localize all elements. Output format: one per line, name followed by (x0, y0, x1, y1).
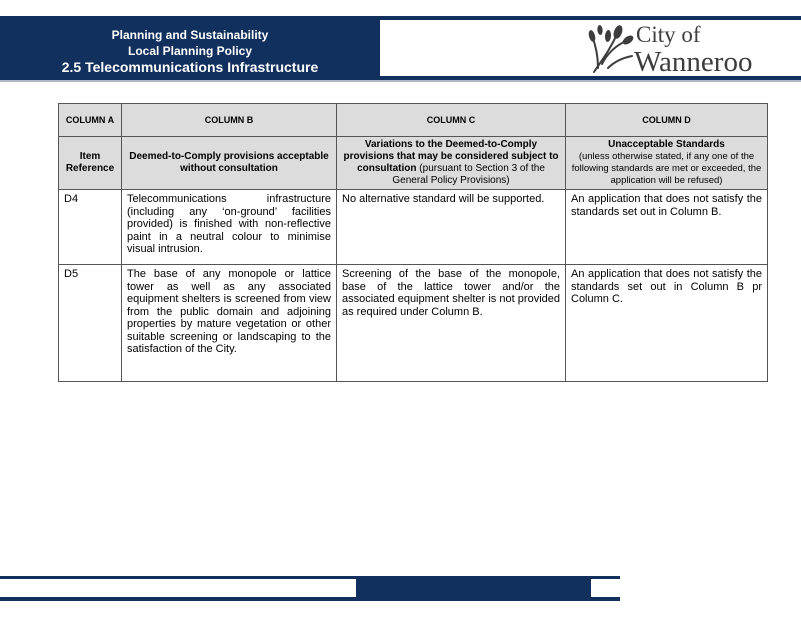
deemed-to-comply-heading: Deemed-to-Comply provisions acceptable without consultation (122, 137, 337, 190)
item-reference-cell: D4 (59, 190, 122, 265)
kangaroo-paw-icon (588, 24, 634, 76)
column-c-cell: No alternative standard will be supported. (337, 190, 566, 265)
footer-block (356, 579, 591, 597)
header-policy-title: 2.5 Telecommunications Infrastructure (61, 59, 319, 75)
column-a-header: COLUMN A (59, 104, 122, 137)
column-c-header: COLUMN C (337, 104, 566, 137)
header-banner (0, 16, 380, 80)
variations-heading-note: (pursuant to Section 3 of the General Policy Provisions) (392, 163, 545, 186)
footer-rule-bottom (0, 597, 620, 601)
item-reference-cell: D5 (59, 265, 122, 382)
logo-city-text: City of (636, 22, 701, 47)
header-department: Planning and Sustainability (111, 28, 269, 42)
unacceptable-standards-note: (unless otherwise stated, if any one of the following standards are met or exceeded, the application will be refused) (571, 151, 762, 186)
column-d-cell: An application that does not satisfy the standards set out in Column B pr Column C. (566, 265, 768, 382)
table-row (59, 265, 768, 382)
variations-heading (337, 137, 566, 190)
column-d-cell: An application that does not satisfy the standards set out in Column B. (566, 190, 768, 265)
column-c-cell: Screening of the base of the monopole, base of the lattice tower and/or the associated equipment shelter is not provided as required under Column B. (337, 265, 566, 382)
city-logo (588, 22, 768, 78)
header-policy-type: Local Planning Policy (127, 44, 253, 58)
column-header-row (59, 104, 768, 137)
variations-heading-bold: Variations to the Deemed-to-Comply provisions that may be considered subject to consultation (343, 139, 559, 174)
column-description-row (59, 137, 768, 190)
table-row (59, 190, 768, 265)
column-d-header: COLUMN D (566, 104, 768, 137)
logo-name-text: Wanneroo (634, 46, 753, 78)
unacceptable-standards-title: Unacceptable Standards (608, 139, 725, 150)
column-b-cell: Telecommunications infrastructure (including any ‘on-ground’ facilities provided) is finished with non-reflective paint in a neutral colour to minimise visual intrusion. (122, 190, 337, 265)
standards-table (58, 103, 768, 382)
header-rule-top (380, 16, 801, 20)
header-shadow (0, 80, 801, 82)
unacceptable-standards-heading (566, 137, 768, 190)
column-b-cell: The base of any monopole or lattice tower as well as any associated equipment shelters is screened from view from the public domain and adjoining properties by mature vegetation or other suitable screening or landscaping to the satisfaction of the City. (122, 265, 337, 382)
column-b-header: COLUMN B (122, 104, 337, 137)
item-reference-heading: Item Reference (59, 137, 122, 190)
